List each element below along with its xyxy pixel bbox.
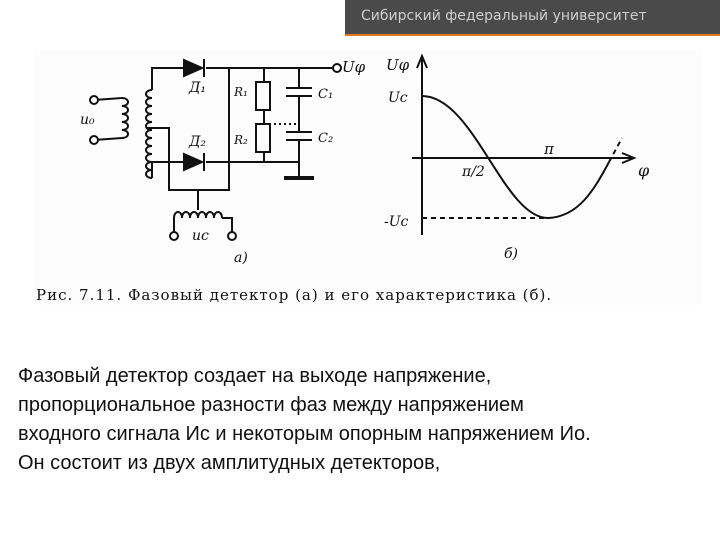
label-c2: C₂ (318, 131, 334, 146)
label-pi-half: π/2 (462, 164, 485, 180)
label-uc: uс (192, 228, 209, 244)
label-u-phi-out: Uφ (342, 58, 366, 76)
body-line: Фазовый детектор создает на выходе напряжение, (18, 365, 492, 387)
label-uc-top: Uс (388, 90, 408, 106)
input-coil-primary (122, 98, 128, 138)
body-paragraph (18, 362, 718, 478)
label-d1: Д₁ (189, 80, 206, 96)
diode-d1 (184, 60, 202, 76)
label-r1: R₁ (234, 85, 248, 99)
body-line: пропорциональное разности фаз между напряжением (18, 394, 524, 416)
label-u0: u₀ (80, 112, 95, 128)
header-bar (345, 0, 720, 36)
diode-d2 (184, 154, 202, 170)
label-r2: R₂ (234, 133, 248, 147)
label-phi: φ (638, 161, 650, 180)
university-title: Сибирский федеральный университет (361, 8, 647, 24)
body-line: Он состоит из двух амплитудных детекторов, (18, 452, 441, 474)
label-graph-y: Uφ (386, 56, 410, 74)
label-pi: π (544, 140, 554, 158)
reference-coil (174, 212, 222, 218)
label-part-a: а) (234, 250, 248, 266)
figure-phase-detector (34, 50, 702, 305)
label-c1: C₁ (318, 87, 334, 102)
figure-drawing (34, 50, 702, 305)
figure-caption: Рис. 7.11. Фазовый детектор (а) и его характеристика (б). (36, 286, 553, 304)
label-d2: Д₂ (189, 134, 206, 150)
label-uc-bottom: -Uс (384, 214, 409, 230)
body-line: входного сигнала Ис и некоторым опорным напряжением Ио. (18, 423, 591, 445)
label-part-b: б) (504, 246, 519, 262)
